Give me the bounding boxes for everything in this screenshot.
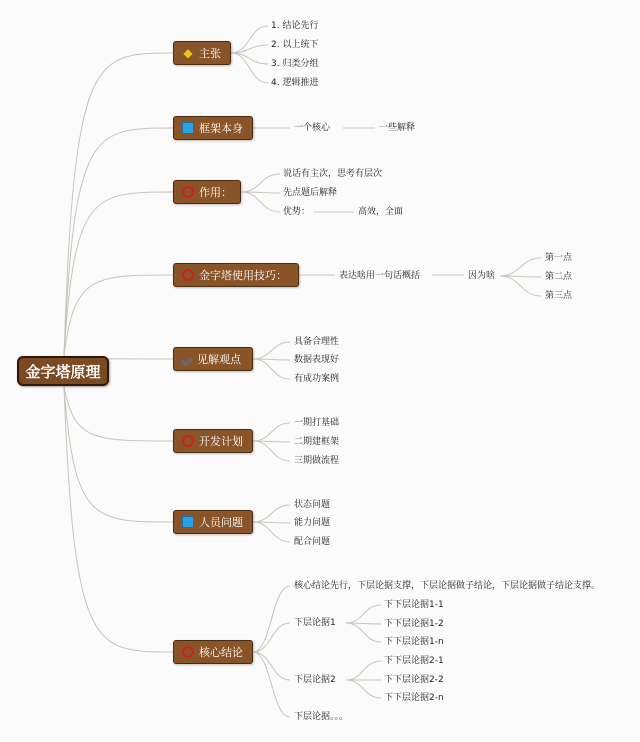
topic-label: 主张: [199, 47, 221, 60]
subtopic-label[interactable]: 4. 逻辑推进: [271, 78, 319, 88]
topic-label: 核心结论: [199, 646, 243, 659]
topic-label: 开发计划: [199, 435, 243, 448]
topic-kaifa[interactable]: [173, 429, 253, 453]
subtopic-label[interactable]: 核心结论先行，下层论据支撑，下层论据做子结论，下层论据做子结论支撑。: [294, 581, 601, 591]
topic-label: 作用：: [199, 186, 232, 199]
subtopic-label[interactable]: 2. 以上统下: [271, 40, 319, 50]
subtopic-label[interactable]: 具备合理性: [294, 337, 340, 347]
subtopic-label[interactable]: 状态问题: [294, 500, 331, 510]
subtopic-label[interactable]: 第二点: [545, 272, 573, 282]
ring-icon: [182, 646, 194, 658]
square-icon: [182, 122, 194, 134]
subtopic-label[interactable]: 能力问题: [294, 518, 331, 528]
subtopic-label[interactable]: 说话有主次，思考有层次: [283, 169, 383, 179]
topic-renyuan[interactable]: [173, 510, 253, 534]
subtopic-label[interactable]: 下层论据2: [294, 675, 336, 685]
subtopic-label[interactable]: 一期打基础: [294, 418, 340, 428]
subtopic-label[interactable]: 数据表现好: [294, 355, 340, 365]
subtopic-label[interactable]: 下层论据1: [294, 618, 336, 628]
flag-icon: [181, 354, 193, 366]
subtopic-label[interactable]: 表达啥用一句话概括: [339, 271, 421, 281]
topic-hexin[interactable]: [173, 640, 253, 664]
subtopic-label[interactable]: 先点题后解释: [283, 188, 338, 198]
subtopic-label[interactable]: 二期建框架: [294, 437, 340, 447]
topic-label: 金字塔使用技巧：: [199, 269, 287, 282]
subtopic-label[interactable]: 下下层论据1-n: [384, 637, 444, 647]
subtopic-label[interactable]: 优势：: [283, 207, 311, 217]
subtopic-label[interactable]: 下下层论据1-1: [384, 600, 444, 610]
subtopic-label[interactable]: 下下层论据2-2: [384, 675, 444, 685]
subtopic-label[interactable]: 1. 结论先行: [271, 21, 319, 31]
ring-icon: [182, 269, 194, 281]
subtopic-label[interactable]: 下下层论据1-2: [384, 619, 444, 629]
subtopic-label[interactable]: 3. 归类分组: [271, 59, 319, 69]
diamond-icon: ◆: [183, 46, 193, 60]
subtopic-label[interactable]: 配合问题: [294, 537, 331, 547]
subtopic-label[interactable]: 第三点: [545, 291, 573, 301]
square-icon: [182, 516, 194, 528]
topic-label: 框架本身: [199, 122, 243, 135]
topic-label: 人员问题: [199, 516, 243, 529]
subtopic-label[interactable]: 第一点: [545, 253, 573, 263]
ring-icon: [182, 186, 194, 198]
topic-zhuzhang[interactable]: [173, 41, 231, 65]
topic-jiqiao[interactable]: [173, 263, 299, 287]
subtopic-label[interactable]: 一些解释: [379, 123, 416, 133]
subtopic-label[interactable]: 三期做流程: [294, 456, 340, 466]
subtopic-label[interactable]: 一个核心: [294, 123, 331, 133]
topic-kuangjia[interactable]: [173, 116, 253, 140]
subtopic-label[interactable]: 下层论据。。。: [294, 712, 349, 722]
root-topic[interactable]: 金字塔原理: [17, 356, 109, 386]
topic-jianjie[interactable]: [173, 347, 253, 371]
subtopic-label[interactable]: 有成功案例: [294, 374, 340, 384]
subtopic-label[interactable]: 因为啥: [468, 271, 496, 281]
ring-icon: [182, 435, 194, 447]
topic-zuoyong[interactable]: [173, 180, 241, 204]
subtopic-label[interactable]: 下下层论据2-n: [384, 693, 444, 703]
subtopic-label[interactable]: 高效，全面: [358, 207, 404, 217]
subtopic-label[interactable]: 下下层论据2-1: [384, 656, 444, 666]
topic-label: 见解观点: [197, 353, 241, 366]
